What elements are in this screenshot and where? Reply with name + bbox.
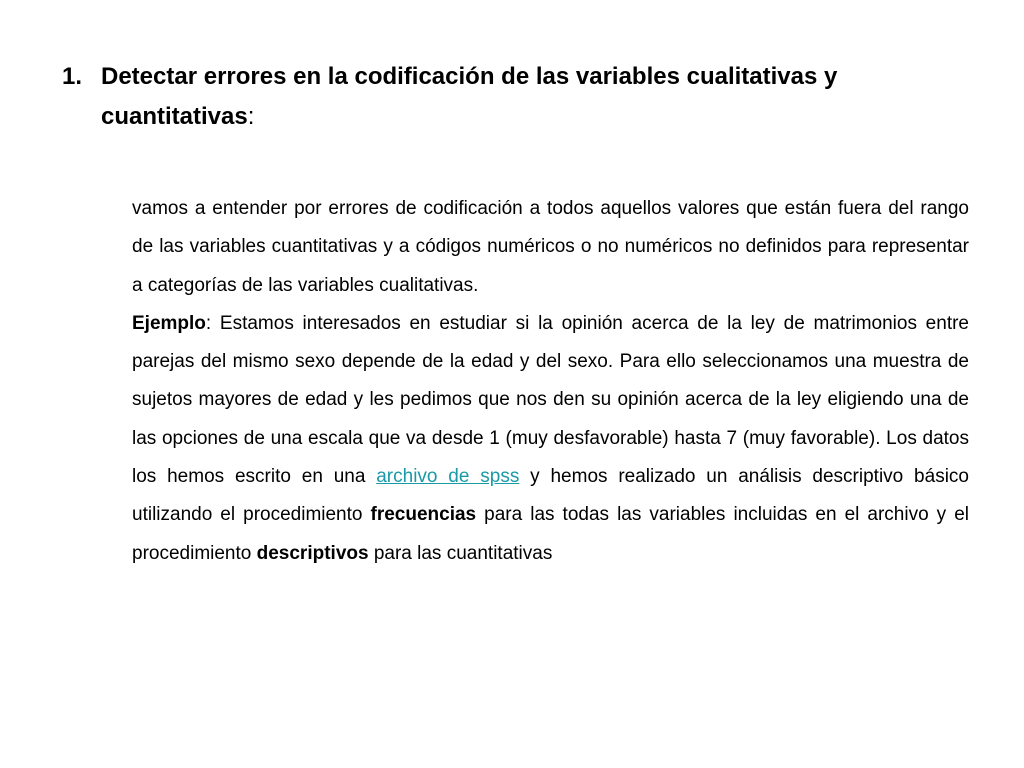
heading-number: 1. [62,63,83,90]
example-text-4: para las cuantitativas [368,542,553,564]
paragraph-definition: vamos a entender por errores de codificación a todos aquellos valores que están fuera del rango de las variables cuantitativas y a códigos numéricos o no numéricos no definidos para representar a categorías de las variables cualitativas. [132,198,969,296]
spss-file-link[interactable]: archivo de spss [376,466,520,488]
section-heading [62,57,962,137]
body-text [132,190,969,573]
frecuencias-term: frecuencias [370,504,477,526]
example-text-2: y hemos realizado un análisis descriptivo básico utilizando el procedimiento [132,466,969,526]
heading-colon: : [247,103,255,130]
heading-title-wrapper [101,57,962,137]
example-text-3: para las todas las variables incluidas en el archivo y el procedimiento [132,504,970,564]
example-colon: : [205,312,212,334]
example-text-1: Estamos interesados en estudiar si la opinión acerca de la ley de matrimonios entre parejas del mismo sexo depende de la edad y del sexo. Para ello seleccionamos una muestra de sujetos mayores de edad y les pedimos que nos den su opinión acerca de la ley eligiendo una de las opciones de una escala que va desde 1 (muy desfavorable) hasta 7 (muy favorable). Los datos los hemos escrito en una [132,312,969,488]
example-label: Ejemplo [132,312,206,334]
descriptivos-term: descriptivos [256,542,369,564]
paragraph-example [132,305,969,573]
heading-title: Detectar errores en la codificación de las variables cualitativas y cuantitativas [101,63,838,130]
